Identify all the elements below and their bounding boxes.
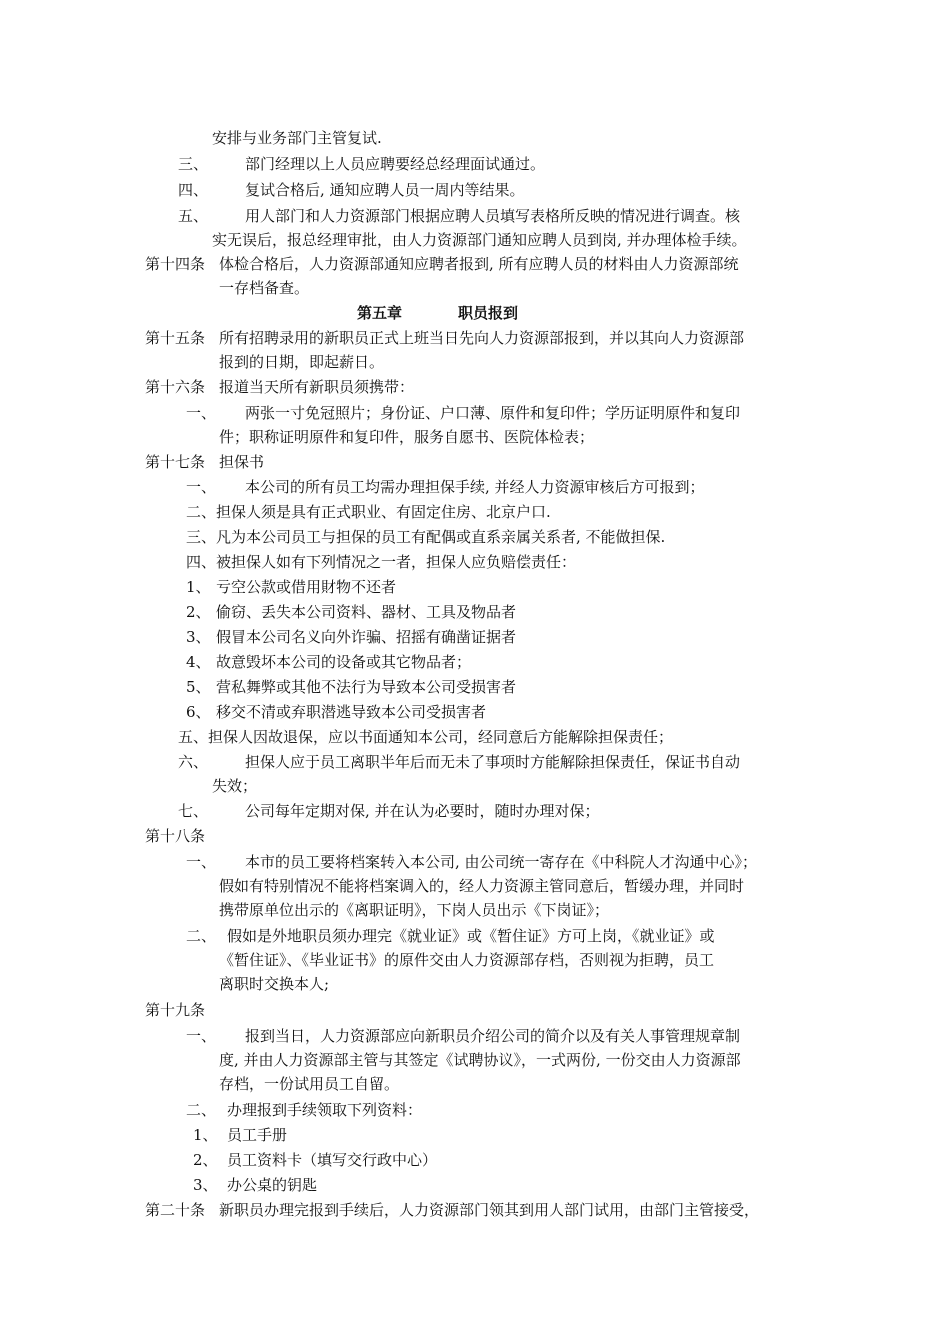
text-line: 《暂住证》、《毕业证书》的原件交由人力资源部存档，否则视为拒聘，员工 — [219, 951, 715, 969]
text-line: 报道当天所有新职员须携带： — [219, 378, 415, 396]
article-number: 第十九条 — [145, 1001, 206, 1019]
list-number: 1、 — [186, 578, 211, 596]
article-number: 第十七条 — [145, 453, 206, 471]
text-line: 员工手册 — [227, 1126, 288, 1144]
text-line: 假如是外地职员须办理完《就业证》或《暂住证》方可上岗，《就业证》或 — [227, 927, 715, 945]
text-line: 偷窃、丢失本公司资料、器材、工具及物品者 — [216, 603, 517, 621]
text-line: 本市的员工要将档案转入本公司, 由公司统一寄存在《中科院人才沟通中心》； — [245, 853, 758, 871]
text-line: 离职时交换本人; — [219, 975, 330, 993]
text-line: 三、凡为本公司员工与担保的员工有配偶或直系亲属关系者, 不能做担保. — [186, 528, 666, 546]
text-line: 五、 — [178, 207, 209, 225]
text-line: 营私舞弊或其他不法行为导致本公司受损害者 — [216, 678, 517, 696]
text-line: 部门经理以上人员应聘要经总经理面试通过。 — [245, 155, 546, 173]
text-line: 假冒本公司名义向外诈骗、招摇有确凿证据者 — [216, 628, 517, 646]
text-line: 故意毁坏本公司的设备或其它物品者； — [216, 653, 472, 671]
text-line: 本公司的所有员工均需办理担保手续, 并经人力资源审核后方可报到； — [245, 478, 705, 496]
text-line: 担保人应于员工离职半年后而无未了事项时方能解除担保责任，保证书自动 — [245, 753, 741, 771]
list-number: 1、 — [193, 1126, 218, 1144]
chapter-number: 第五章 — [357, 304, 403, 322]
text-line: 假如有特别情况不能将档案调入的，经人力资源主管同意后，暂缓办理，并同时 — [219, 877, 745, 895]
article-number: 第十五条 — [145, 329, 206, 347]
text-line: 一、 — [186, 404, 217, 422]
text-line: 一存档备查。 — [219, 279, 310, 297]
list-number: 6、 — [186, 703, 211, 721]
text-line: 一、 — [186, 478, 217, 496]
text-line: 员工资料卡（填写交行政中心） — [227, 1151, 438, 1169]
article-number: 第十四条 — [145, 255, 206, 273]
text-line: 移交不清或弃职潜逃导致本公司受损害者 — [216, 703, 487, 721]
list-number: 3、 — [193, 1176, 218, 1194]
text-line: 二、 — [186, 1101, 217, 1119]
text-line: 所有招聘录用的新职员正式上班当日先向人力资源部报到，并以其向人力资源部 — [219, 329, 745, 347]
text-line: 度, 并由人力资源部主管与其签定《试聘协议》，一式两份, 一份交由人力资源部 — [219, 1051, 741, 1069]
text-line: 四、 — [178, 181, 209, 199]
text-line: 四、被担保人如有下列情况之一者，担保人应负赔偿责任： — [186, 553, 577, 571]
text-line: 失效； — [212, 777, 258, 795]
text-line: 五、担保人因故退保，应以书面通知本公司，经同意后方能解除担保责任； — [178, 728, 674, 746]
text-line: 报到的日期，即起薪日。 — [219, 353, 385, 371]
text-line: 七、 — [178, 802, 209, 820]
text-line: 用人部门和人力资源部门根据应聘人员填写表格所反映的情况进行调查。核 — [245, 207, 741, 225]
text-line: 复试合格后, 通知应聘人员一周内等结果。 — [245, 181, 525, 199]
text-line: 存档，一份试用员工自留。 — [219, 1075, 400, 1093]
list-number: 4、 — [186, 653, 211, 671]
text-line: 件；职称证明原件和复印件，服务自愿书、医院体检表； — [219, 428, 595, 446]
text-line: 一、 — [186, 1027, 217, 1045]
article-number: 第十八条 — [145, 827, 206, 845]
text-line: 新职员办理完报到手续后，人力资源部门领其到用人部门试用，由部门主管接受， — [219, 1201, 760, 1219]
list-number: 3、 — [186, 628, 211, 646]
text-line: 公司每年定期对保, 并在认为必要时，随时办理对保； — [245, 802, 600, 820]
text-line: 安排与业务部门主管复试. — [212, 129, 382, 147]
text-line: 六、 — [178, 753, 209, 771]
list-number: 2、 — [186, 603, 211, 621]
list-number: 5、 — [186, 678, 211, 696]
text-line: 办理报到手续领取下列资料： — [227, 1101, 423, 1119]
text-line: 实无误后，报总经理审批，由人力资源部门通知应聘人员到岗, 并办理体检手续。 — [212, 231, 747, 249]
text-line: 担保书 — [219, 453, 265, 471]
chapter-title: 职员报到 — [458, 304, 519, 322]
text-line: 三、 — [178, 155, 209, 173]
text-line: 办公桌的钥匙 — [227, 1176, 318, 1194]
text-line: 携带原单位出示的《离职证明》，下岗人员出示《下岗证》； — [219, 901, 610, 919]
text-line: 一、 — [186, 853, 217, 871]
list-number: 2、 — [193, 1151, 218, 1169]
article-number: 第十六条 — [145, 378, 206, 396]
article-number: 第二十条 — [145, 1201, 206, 1219]
text-line: 二、 — [186, 927, 217, 945]
text-line: 亏空公款或借用財物不还者 — [216, 578, 397, 596]
text-line: 报到当日，人力资源部应向新职员介绍公司的简介以及有关人事管理规章制 — [245, 1027, 741, 1045]
text-line: 体检合格后，人力资源部通知应聘者报到, 所有应聘人员的材料由人力资源部统 — [219, 255, 739, 273]
text-line: 二、担保人须是具有正式职业、有固定住房、北京户口. — [186, 503, 551, 521]
text-line: 两张一寸免冠照片；身份证、户口薄、原件和复印件；学历证明原件和复印 — [245, 404, 741, 422]
